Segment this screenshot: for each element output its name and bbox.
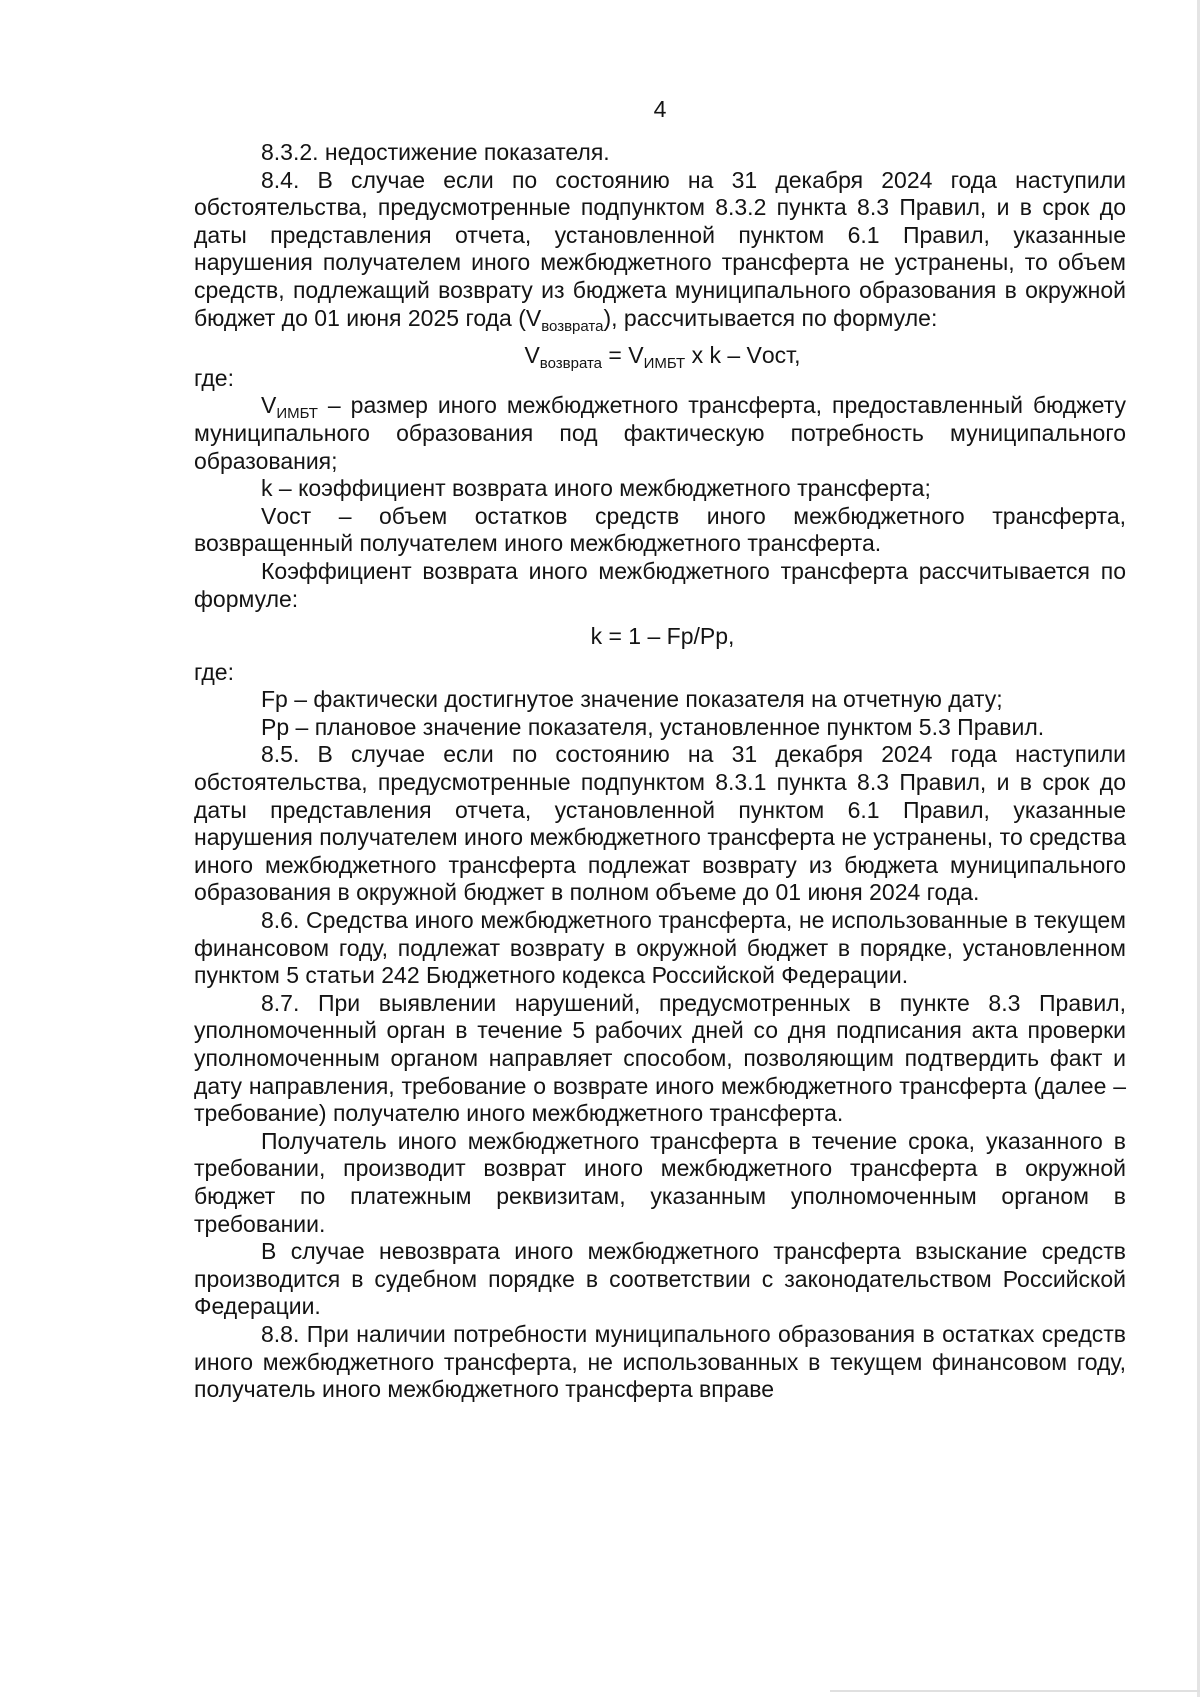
paragraph-8-6: 8.6. Средства иного межбюджетного трансферта, не использованные в текущем финансовом году, подлежат возврату в окружной бюджет в порядке, установленном пунктом 5 статьи 242 Бюджетного кодекса Российской Федерации. [194, 907, 1126, 989]
paragraph-8-4-tail: ), рассчитывается по формуле: [603, 304, 938, 331]
formula1-rest: x k – Vост, [685, 342, 801, 369]
v-return-subscript: возврата [541, 317, 604, 335]
coefficient-intro: Коэффициент возврата иного межбюджетного трансферта рассчитывается по формуле: [194, 557, 1126, 612]
formula-coefficient: k = 1 – Fp/Pp, [590, 623, 735, 650]
def-vimbt-sub: ИМБТ [276, 405, 318, 423]
formula1-v-sub: возврата [539, 355, 603, 373]
paragraph-8-7-non-return: В случае невозврата иного межбюджетного трансферта взыскание средств производится в судебном порядке в соответствии с законодательством Российской Федерации. [194, 1238, 1126, 1320]
def-vimbt-v: V [261, 392, 277, 419]
paragraph-8-5: 8.5. В случае если по состоянию на 31 декабря 2024 года наступили обстоятельства, предусмотренные подпунктом 8.3.1 пункта 8.3 Правил, и в срок до даты представления отчета, установленной пунктом 6.1 Правил, указанные нарушения получателем иного межбюджетного трансферта не устранены, то средства иного межбюджетного трансферта подлежат возврату из бюджета муниципального образования в окружной бюджет в полном объеме до 01 июня 2024 года. [194, 741, 1126, 906]
paragraph-8-7: 8.7. При выявлении нарушений, предусмотренных в пункте 8.3 Правил, уполномоченный орган в течение 5 рабочих дней со дня подписания акта проверки уполномоченным органом направляет способом, позволяющим подтвердить факт и дату направления, требование о возврате иного межбюджетного трансферта (далее – требование) получателю иного межбюджетного трансферта. [194, 989, 1126, 1127]
formula1-imbt-sub: ИМБТ [643, 355, 686, 373]
paragraph-8-4-text: 8.4. В случае если по состоянию на 31 декабря 2024 года наступили обстоятельства, предусмотренные подпунктом 8.3.2 пункта 8.3 Правил, и в срок до даты представления отчета, установленной пунктом 6.1 Правил, указанные нарушения получателем иного межбюджетного трансферта не устранены, то объем средств, подлежащий возврату из бюджета муниципального образования в окружной бюджет до 01 июня 2025 года [194, 166, 1126, 331]
definition-k: k – коэффициент возврата иного межбюджетного трансферта; [261, 475, 931, 502]
document-body [194, 139, 1126, 1404]
definition-fp: Fp – фактически достигнутое значение показателя на отчетную дату; [261, 686, 1003, 713]
paragraph-8-7-recipient: Получатель иного межбюджетного трансферта в течение срока, указанного в требовании, производит возврат иного межбюджетного трансферта в окружной бюджет по платежным реквизитам, указанным уполномоченным органом в требовании. [194, 1127, 1126, 1237]
definition-pp: Pp – плановое значение показателя, установленное пунктом 5.3 Правил. [261, 713, 1045, 740]
paragraph-8-3-2: 8.3.2. недостижение показателя. [261, 139, 610, 165]
def-vimbt-text: – размер иного межбюджетного трансферта, предоставленный бюджету муниципального образования под фактическую потребность муниципального образования; [194, 392, 1126, 474]
scan-edge-bottom [830, 1690, 1200, 1692]
where-label-1: где: [194, 364, 234, 391]
page-number: 4 [653, 96, 667, 122]
paragraph-8-8: 8.8. При наличии потребности муниципального образования в остатках средств иного межбюджетного трансферта, не использованных в текущем финансовом году, получатель иного межбюджетного трансферта вправе [194, 1320, 1126, 1403]
formula1-eq-v: = V [602, 342, 644, 369]
paragraph-8-4 [194, 167, 1126, 333]
where-label-2: где: [194, 658, 234, 685]
definition-v-imbt [194, 392, 1126, 475]
definition-v-ost: Vост – объем остатков средств иного межбюджетного трансферта, возвращенный получателем иного межбюджетного трансферта. [194, 502, 1126, 557]
v-return-open: (V [518, 304, 542, 331]
formula1-v: V [524, 342, 540, 369]
